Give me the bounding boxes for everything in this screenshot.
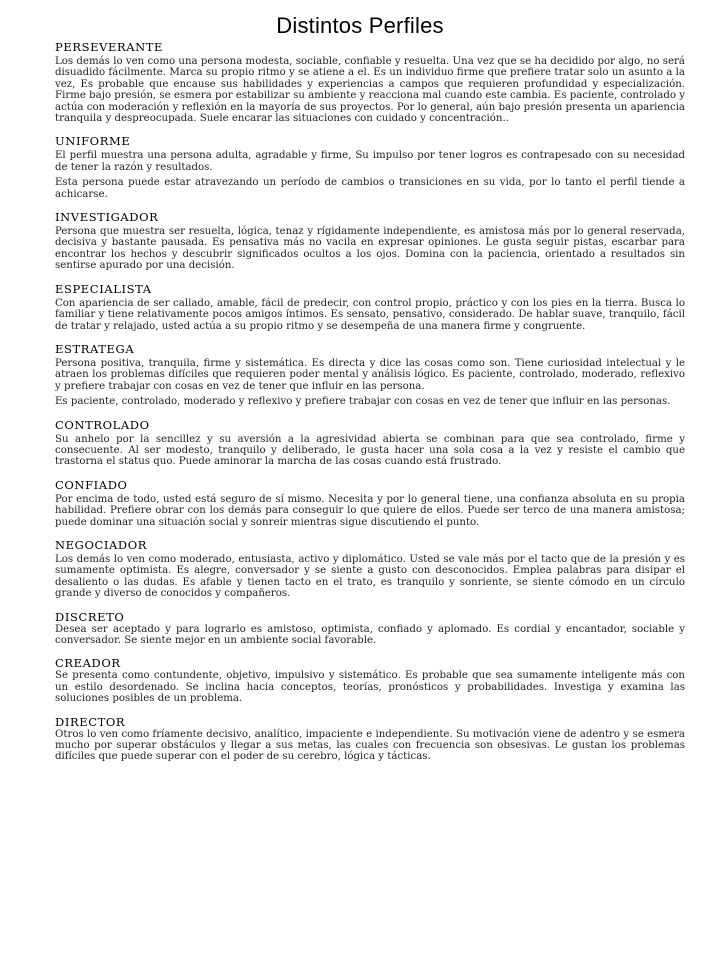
profile-description: Los demás lo ven como moderado, entusiasta, activo y diplomático. Usted se vale más por el tacto que de la presión y es sumamente optimista. Es alegre, conversador y se siente a gusto con desconocidos. Emplea palabras para disipar el desaliento o las dudas. Es afable y tienen tacto en el trato, es tranquilo y sonriente, se siente cómodo en un círculo grande y diverso de conocidos y compañeros.	[55, 553, 685, 600]
profile-controlado	[55, 418, 685, 468]
profiles-list	[55, 40, 685, 773]
profile-heading: ESTRATEGA	[55, 341, 135, 356]
profile-description: Persona positiva, tranquila, firme y sistemática. Es directa y dice las cosas como son. Tiene curiosidad intelectual y le atraen los problemas difíciles que requieren poder mental y análisis lógico. Es paciente, controlado, moderado, reflexivo y prefiere trabajar con cosas en vez de tener que influir en las persona.	[55, 357, 685, 392]
profile-description: Esta persona puede estar atravezando un período de cambios o transiciones en su vida, por lo tanto el perfil tiende a achicarse.	[55, 177, 685, 200]
profile-description: Los demás lo ven como una persona modesta, sociable, confiable y resuelta. Una vez que se ha decidido por algo, no será disuadido fácilmente. Marca su propio ritmo y se atiene a el. Es un individuo firme que prefiere tratar solo un asunto a la vez, Es probable que encause sus habilidades y experiencias a campos que requieren profundidad y especialización. Firme bajo presión, se esmera por estabilizar su ambiente y reacciona mal cuando este cambia. Es paciente, controlado y actúa con moderación y reflexión en la mayoría de sus proyectos. Por lo general, aún bajo presión presenta un apariencia tranquila y despreocupada. Suele encarar las situaciones con cuidado y concentración..	[55, 56, 685, 125]
profile-discreto	[55, 610, 685, 647]
profile-heading: CONTROLADO	[55, 417, 150, 432]
profile-description: Se presenta como contundente, objetivo, impulsivo y sistemático. Es probable que sea sumamente inteligente más con un estilo desordenado. Se inclina hacia conceptos, teorías, pronósticos y probabilidades. Investiga y examina las soluciones posibles de un problema.	[55, 670, 685, 705]
profile-director	[55, 715, 685, 763]
profile-negociador	[55, 538, 685, 600]
profile-description: Por encima de todo, usted está seguro de sí mismo. Necesita y por lo general tiene, una confianza absoluta en su propia habilidad. Prefiere obrar con los demás para conseguir lo que quiere de ellos. Puede ser terco de una manera amistosa; puede dominar una situación social y sonreír mientras sigue discutiendo el punto.	[55, 493, 685, 528]
profile-heading: INVESTIGADOR	[55, 210, 159, 225]
profile-confiado	[55, 478, 685, 528]
profile-description: Su anhelo por la sencillez y su aversión a la agresividad abierta se combinan para que sea controlado, firme y consecuente. Al ser modesto, tranquilo y deliberado, le gusta hacer una sola cosa a la vez y resiste el cambio que trastorna el status quo. Puede aminorar la marcha de las cosas cuando está frustrado.	[55, 433, 685, 468]
profile-description: El perfil muestra una persona adulta, agradable y firme, Su impulso por tener logros es contrapesado con su necesidad de tener la razón y resultados.	[55, 150, 685, 173]
profile-description: Persona que muestra ser resuelta, lógica, tenaz y rígidamente independiente, es amistosa más por lo general reservada, decisiva y bastante pausada. Es pensativa más no vacila en expresar opiniones. Le gusta seguir pistas, escarbar para encontrar los hechos y descubrir significados ocultos a los ojos. Domina con la paciencia, orientado a resultados sin sentirse apurado por una decisión.	[55, 226, 685, 272]
page-title: Distintos Perfiles	[276, 13, 444, 38]
profile-estratega	[55, 342, 685, 408]
profile-heading: ESPECIALISTA	[55, 281, 152, 296]
profile-especialista	[55, 282, 685, 332]
profile-description: Otros lo ven como fríamente decisivo, analítico, impaciente e independiente. Su motivación viene de adentro y se esmera mucho por superar obstáculos y llegar a sus metas, las cuales con frecuencia son obsesivas. Le gustan los problemas difíciles que puede superar con el poder de su cerebro, lógica y tácticas.	[55, 728, 685, 763]
profile-investigador	[55, 210, 685, 272]
profile-perseverante	[55, 40, 685, 124]
profile-uniforme	[55, 134, 685, 200]
profile-heading: CONFIADO	[55, 477, 128, 492]
profile-heading: PERSEVERANTE	[55, 40, 164, 54]
profile-heading: NEGOCIADOR	[55, 537, 148, 552]
profile-description: Desea ser aceptado y para lograrlo es amistoso, optimista, confiado y aplomado. Es cordial y encantador, sociable y conversador. Se siente mejor en un ambiente social favorable.	[55, 623, 685, 646]
profile-creador	[55, 656, 685, 704]
profile-heading: CREADOR	[55, 656, 121, 671]
profile-description: Con apariencia de ser callado, amable, fácil de predecir, con control propio, práctico y con los pies en la tierra. Busca lo familiar y tiene relativamente pocos amigos íntimos. Es sensato, pensativo, considerado. De hablar suave, tranquilo, fácil de tratar y relajado, usted actúa a su propio ritmo y se desempeña de una manera firme y congruente.	[55, 297, 685, 332]
profile-heading: UNIFORME	[55, 134, 131, 149]
profile-description: Es paciente, controlado, moderado y reflexivo y prefiere trabajar con cosas en vez de tener que influir en las personas.	[55, 396, 671, 408]
profile-heading: DIRECTOR	[55, 714, 126, 729]
profile-heading: DISCRETO	[55, 609, 125, 624]
